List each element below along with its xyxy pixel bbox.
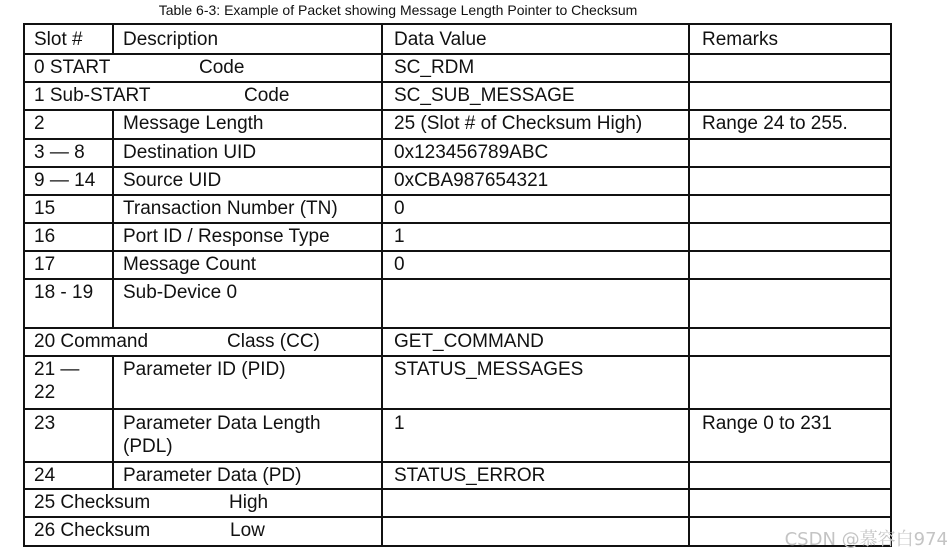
- cell-description: Parameter Data Length (PDL): [123, 413, 321, 457]
- cell-data-value: 1: [394, 226, 405, 247]
- cell-description: Code: [199, 57, 245, 78]
- column-divider: [112, 138, 114, 166]
- cell-slot: 20 Command: [34, 331, 149, 352]
- column-divider: [112, 24, 114, 53]
- cell-data-value: 0x123456789ABC: [394, 142, 549, 163]
- column-divider: [112, 408, 114, 461]
- cell-description: Destination UID: [123, 142, 257, 163]
- cell-slot: 23: [34, 413, 56, 434]
- cell-description: Port ID / Response Type: [123, 226, 330, 247]
- row-divider: [23, 81, 892, 83]
- cell-slot: 24: [34, 465, 56, 486]
- cell-data-value: 25 (Slot # of Checksum High): [394, 113, 643, 134]
- column-divider: [112, 250, 114, 278]
- header-description: Description: [123, 29, 219, 50]
- cell-description: High: [229, 492, 269, 513]
- column-divider: [112, 355, 114, 408]
- row-divider: [23, 222, 892, 224]
- cell-slot: 3 — 8: [34, 142, 85, 163]
- row-divider: [23, 53, 892, 55]
- cell-slot: 17: [34, 254, 56, 275]
- column-divider: [688, 24, 690, 547]
- cell-data-value: STATUS_ERROR: [394, 465, 546, 486]
- column-divider: [112, 109, 114, 138]
- header-data-value: Data Value: [394, 29, 487, 50]
- cell-description: Class (CC): [227, 331, 320, 352]
- column-divider: [112, 166, 114, 194]
- cell-remarks: Range 0 to 231: [702, 413, 832, 434]
- cell-description: Message Length: [123, 113, 264, 134]
- table-caption: Table 6-3: Example of Packet showing Message Length Pointer to Checksum: [158, 2, 638, 18]
- column-divider: [112, 461, 114, 488]
- cell-description: Source UID: [123, 170, 222, 191]
- header-remarks: Remarks: [702, 29, 779, 50]
- row-divider: [23, 250, 892, 252]
- cell-slot: 15: [34, 198, 56, 219]
- column-divider: [23, 24, 25, 547]
- header-slot: Slot #: [34, 29, 83, 50]
- cell-data-value: SC_RDM: [394, 57, 475, 78]
- cell-data-value: 0: [394, 254, 405, 275]
- cell-data-value: GET_COMMAND: [394, 331, 544, 352]
- row-divider: [23, 545, 892, 547]
- row-divider: [23, 166, 892, 168]
- row-divider: [23, 516, 892, 518]
- cell-slot: 18 - 19: [34, 282, 94, 303]
- column-divider: [112, 278, 114, 327]
- row-divider: [23, 109, 892, 111]
- row-divider: [23, 194, 892, 196]
- cell-description: Message Count: [123, 254, 257, 275]
- cell-slot: 26 Checksum: [34, 520, 151, 541]
- row-divider: [23, 461, 892, 463]
- cell-slot: 1 Sub-START: [34, 85, 151, 106]
- row-divider: [23, 327, 892, 329]
- cell-remarks: Range 24 to 255.: [702, 113, 848, 134]
- cell-data-value: STATUS_MESSAGES: [394, 359, 584, 380]
- cell-data-value: SC_SUB_MESSAGE: [394, 85, 575, 106]
- cell-description: Code: [244, 85, 290, 106]
- row-divider: [23, 278, 892, 280]
- column-divider: [112, 222, 114, 250]
- column-divider: [890, 24, 892, 547]
- cell-description: Transaction Number (TN): [123, 198, 338, 219]
- row-divider: [23, 355, 892, 357]
- cell-slot: 9 — 14: [34, 170, 96, 191]
- row-divider: [23, 138, 892, 140]
- cell-data-value: 0: [394, 198, 405, 219]
- column-divider: [381, 24, 383, 547]
- row-divider: [23, 23, 892, 25]
- watermark: CSDN @慕容白974: [784, 529, 948, 550]
- cell-slot: 0 START: [34, 57, 111, 78]
- column-divider: [112, 194, 114, 222]
- cell-data-value: 1: [394, 413, 405, 434]
- cell-slot: 25 Checksum: [34, 492, 151, 513]
- cell-description: Parameter ID (PID): [123, 359, 286, 380]
- row-divider: [23, 408, 892, 410]
- cell-slot: 16: [34, 226, 56, 247]
- cell-slot: 21 — 22: [34, 359, 80, 403]
- cell-slot: 2: [34, 113, 45, 134]
- cell-data-value: 0xCBA987654321: [394, 170, 549, 191]
- cell-description: Parameter Data (PD): [123, 465, 302, 486]
- cell-description: Sub-Device 0: [123, 282, 238, 303]
- cell-description: Low: [230, 520, 265, 541]
- row-divider: [23, 488, 892, 490]
